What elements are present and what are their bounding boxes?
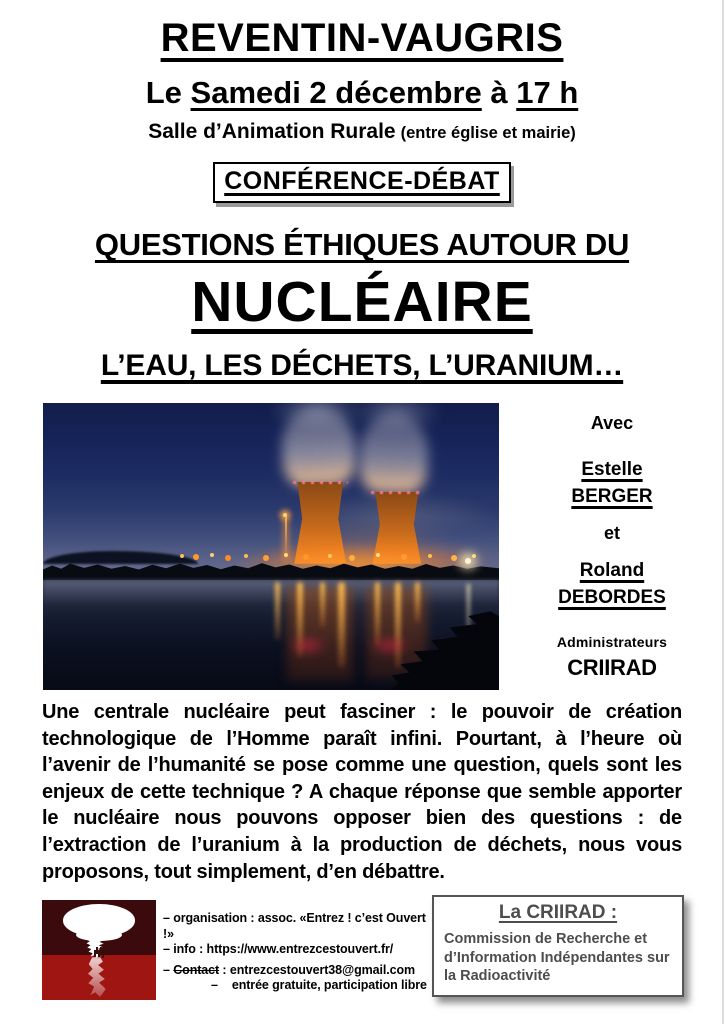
light-reflection-streak: [275, 582, 280, 639]
steam-plume-right-top: [335, 403, 458, 435]
plant-mast-light: [283, 513, 287, 517]
event-type-label: CONFÉRENCE-DÉBAT: [224, 167, 500, 195]
red-glow-right: [360, 630, 419, 662]
contact-line: – Contact : entrezcestouvert38@gmail.com: [163, 962, 416, 977]
headings: [0, 228, 724, 383]
logo-figures: [94, 950, 96, 957]
speakers-organization: CRIIRAD: [567, 655, 657, 680]
venue-note: (entre église et mairie): [400, 124, 576, 142]
speakers-column: [505, 405, 719, 681]
tower-right-rim-lights: [371, 491, 423, 494]
middle-section: [0, 403, 724, 690]
poster-header: [0, 0, 724, 203]
date-day: Samedi 2 décembre: [190, 75, 482, 110]
heading-subjects: L’EAU, LES DÉCHETS, L’URANIUM…: [100, 349, 624, 382]
venue-name: Salle d’Animation Rurale: [148, 120, 396, 143]
town-title-text: REVENTIN-VAUGRIS: [160, 16, 564, 60]
light-reflection-streak: [320, 582, 325, 628]
organisation-info: [163, 911, 431, 994]
date-time: 17 h: [516, 75, 579, 110]
event-type-row: [0, 162, 724, 203]
red-glow-left: [280, 630, 335, 662]
entry-line: – entrée gratuite, participation libre: [211, 978, 427, 992]
criirad-box: [432, 895, 684, 997]
speakers-intro: Avec: [590, 413, 634, 433]
plant-base-lights: [180, 554, 184, 558]
logo-cloud-cap: [63, 904, 136, 937]
heading-questions: QUESTIONS ÉTHIQUES AUTOUR DU: [94, 227, 630, 262]
conjunction-et: et: [603, 523, 620, 543]
heading-nucleaire: NUCLÉAIRE: [191, 270, 533, 334]
info-line: – info : https://www.entrezcestouvert.fr/: [163, 942, 394, 956]
speakers-role: Administrateurs: [556, 634, 668, 650]
tower-left-rim-lights: [293, 481, 348, 484]
body-paragraph: Une centrale nucléaire peut fasciner : le pouvoir de création technologique de l’Homme paraît infini. Pourtant, à l’heure où l’avenir de l’humanité se pose comme une question, quels sont les enjeux de cette technique ? A chaque réponse que semble apporter le nucléaire nous pouvons opposer bien des questions : de l’extraction de l’uranium à la production de déchets, nous vous proposons, tout simplement, d’en débattre.: [42, 701, 682, 883]
date-prefix: Le: [145, 75, 191, 110]
event-type-box: [213, 162, 511, 203]
venue-line: [0, 120, 724, 145]
nuclear-plant-night-photo: [43, 403, 499, 690]
light-reflection-streak: [415, 582, 420, 622]
contact-word: Contact: [173, 962, 220, 977]
photo-mist: [43, 580, 499, 606]
speaker1-last-name: BERGER: [571, 486, 653, 507]
poster-footer: [0, 895, 724, 1024]
speaker2-last-name: DEBORDES: [558, 587, 666, 608]
date-at: à: [481, 75, 517, 110]
date-line: [0, 76, 724, 109]
mushroom-cloud-icon: [42, 900, 156, 1000]
light-reflection-streak: [338, 582, 345, 668]
criirad-title: La CRIIRAD :: [498, 902, 618, 923]
organisation-line: – organisation : assoc. «Entrez ! c’est Ouvert !»: [163, 911, 426, 941]
town-title: [0, 16, 724, 60]
plant-mast: [285, 515, 287, 558]
speaker2-first-name: Roland: [579, 560, 645, 581]
speaker1-first-name: Estelle: [581, 459, 643, 480]
criirad-description: Commission de Recherche et d’Information Indépendantes sur la Radioactivité: [444, 931, 670, 984]
